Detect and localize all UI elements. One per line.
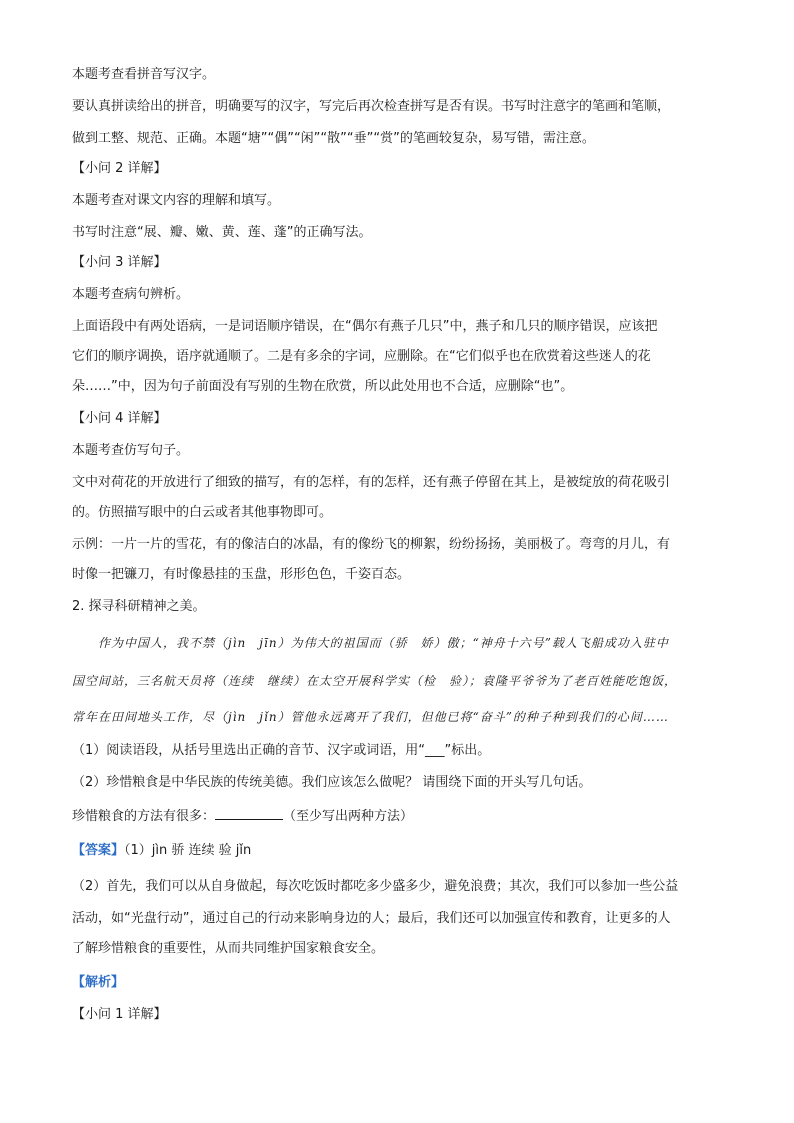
text-line: 要认真拼读给出的拼音，明确要写的汉字，写完后再次检查拼写是否有误。书写时注意字的笔画和笔顺，: [72, 99, 671, 114]
answer-text-line: （2）首先，我们可以从自身做起，每次吃饭时都吃多少盛多少，避免浪费；其次，我们可以参加一些公益: [72, 879, 679, 894]
fill-suffix: （至少写出两种方法）: [283, 809, 414, 824]
text-line: 朵……”中，因为句子前面没有写别的生物在欣赏，所以此处用也不合适，应删除“也”。: [72, 379, 574, 394]
section-heading: 【小问 1 详解】: [72, 1007, 167, 1022]
question-line: （2）珍惜粮食是中华民族的传统美德。我们应该怎么做呢？ 请围绕下面的开头写几句话。: [72, 775, 592, 790]
text-line: 的。仿照描写眼中的白云或者其他事物即可。: [72, 505, 333, 520]
answer-blank: [215, 806, 283, 820]
text-line: 本题考查仿写句子。: [72, 443, 190, 458]
answer-part1: （1）jìn 骄 连续 验 jǐn: [124, 843, 252, 858]
text-line: 做到工整、规范、正确。本题“塘”“偶”“闲”“散”“垂”“赏”的笔画较复杂，易写错，需注意。: [72, 131, 595, 146]
text-line: 文中对荷花的开放进行了细致的描写，有的怎样，有的怎样，还有燕子停留在其上，是被绽放的荷花吸引: [72, 475, 671, 490]
text-line: 书写时注意“展、瓣、嫩、黄、莲、蓬”的正确写法。: [72, 225, 372, 240]
passage-line: 常年在田间地头工作，尽（jìn jǐn）管他永远离开了我们，但他已将“奋斗”的种子种到我们的心间……: [72, 710, 669, 724]
passage-line: 国空间站，三名航天员将（连续 继续）在太空开展科学实（检 验）；袁隆平爷爷为了老百姓能吃饱饭，: [72, 674, 678, 688]
section-heading: 【小问 3 详解】: [72, 255, 167, 270]
section-heading: 【小问 4 详解】: [72, 411, 167, 426]
answer-text-line: 活动，如“光盘行动”，通过自己的行动来影响身边的人；最后，我们还可以加强宣传和教育，让更多的人: [72, 911, 671, 926]
text-line: 时像一把镰刀，有时像悬挂的玉盘，形形色色，千姿百态。: [72, 567, 411, 582]
answer-text-line: 了解珍惜粮食的重要性，从而共同维护国家粮食安全。: [72, 941, 385, 956]
section-heading: 【小问 2 详解】: [72, 161, 167, 176]
answer-line: [72, 842, 251, 860]
text-line: 本题考查病句辨析。: [72, 287, 190, 302]
analysis-label: 【解析】: [72, 975, 125, 990]
text-line: 本题考查看拼音写汉字。: [72, 67, 216, 82]
text-line: 它们的顺序调换，语序就通顺了。二是有多余的字词，应删除。在“它们似乎也在欣赏着这些迷人的花: [72, 349, 651, 364]
question-line: （1）阅读语段，从括号里选出正确的音节、汉字或词语，用“___”标出。: [72, 743, 491, 758]
text-line: 本题考查对课文内容的理解和填写。: [72, 193, 281, 208]
text-line: 上面语段中有两处语病，一是词语顺序错误，在“偶尔有燕子几只”中，燕子和几只的顺序错误，应该把: [72, 319, 658, 334]
fill-line: [72, 806, 413, 826]
question-title: 2. 探寻科研精神之美。: [72, 599, 206, 614]
text-line: 示例：一片一片的雪花，有的像洁白的冰晶，有的像纷飞的柳絮，纷纷扬扬，美丽极了。弯弯的月儿，有: [72, 537, 671, 552]
answer-label: 【答案】: [72, 843, 125, 858]
passage-line: 作为中国人，我不禁（jìn jīn）为伟大的祖国而（骄 娇）傲；“神舟十六号”载人飞船成功入驻中: [72, 636, 669, 650]
fill-prefix: 珍惜粮食的方法有很多：: [72, 809, 216, 824]
